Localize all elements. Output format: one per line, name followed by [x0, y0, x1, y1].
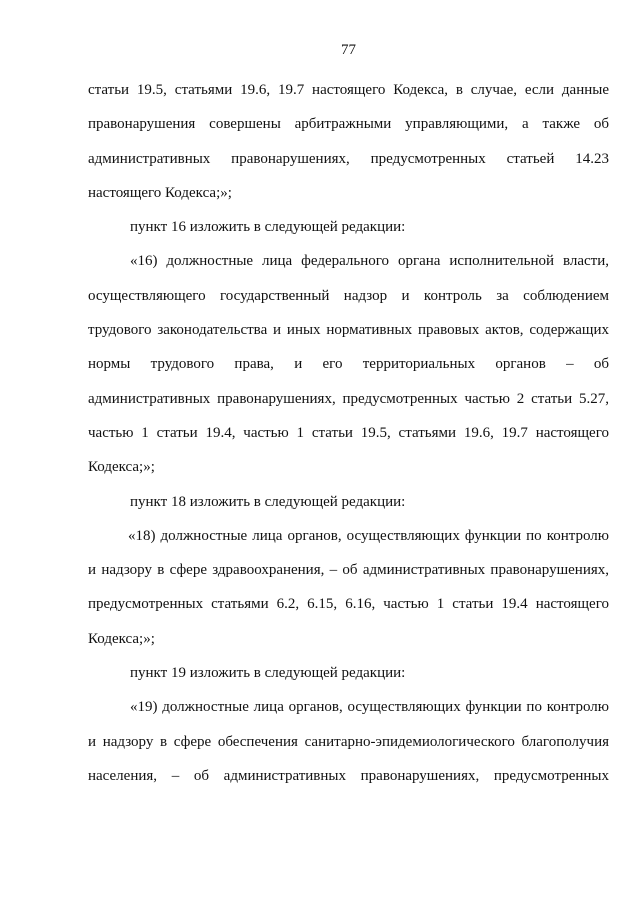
text-line: и надзору в сфере обеспечения санитарно-эпидемиологического благополучия [88, 733, 609, 750]
text-line: пункт 16 изложить в следующей редакции: [130, 219, 406, 236]
page-number: 77 [341, 42, 356, 58]
text-line: административных правонарушениях, предусмотренных статьей 14.23 [88, 150, 609, 167]
text-line: и надзору в сфере здравоохранения, – об административных правонарушениях, [88, 562, 609, 579]
text-line: пункт 19 изложить в следующей редакции: [130, 665, 406, 682]
text-line: Кодекса;»; [88, 630, 155, 647]
text-line: настоящего Кодекса;»; [88, 184, 232, 201]
text-line: Кодекса;»; [88, 459, 155, 476]
document-body [88, 73, 609, 793]
text-line: предусмотренных статьями 6.2, 6.15, 6.16, частью 1 статьи 19.4 настоящего [88, 596, 609, 613]
text-line: частью 1 статьи 19.4, частью 1 статьи 19.5, статьями 19.6, 19.7 настоящего [88, 424, 609, 441]
text-line: «18) должностные лица органов, осуществляющих функции по контролю [128, 527, 609, 544]
text-line: населения, – об административных правонарушениях, предусмотренных [88, 767, 609, 784]
text-line: нормы трудового права, и его территориальных органов – об [88, 356, 609, 373]
text-line: статьи 19.5, статьями 19.6, 19.7 настоящего Кодекса, в случае, если данные [88, 82, 609, 98]
text-line: «16) должностные лица федерального органа исполнительной власти, [130, 253, 609, 270]
text-line: правонарушения совершены арбитражными управляющими, а также об [88, 116, 609, 133]
text-line: административных правонарушениях, предусмотренных частью 2 статьи 5.27, [88, 390, 609, 407]
text-line: осуществляющего государственный надзор и контроль за соблюдением [88, 287, 609, 304]
text-line: трудового законодательства и иных нормативных правовых актов, содержащих [88, 322, 609, 339]
text-line: пункт 18 изложить в следующей редакции: [130, 493, 406, 510]
text-line: «19) должностные лица органов, осуществляющих функции по контролю [130, 699, 609, 716]
